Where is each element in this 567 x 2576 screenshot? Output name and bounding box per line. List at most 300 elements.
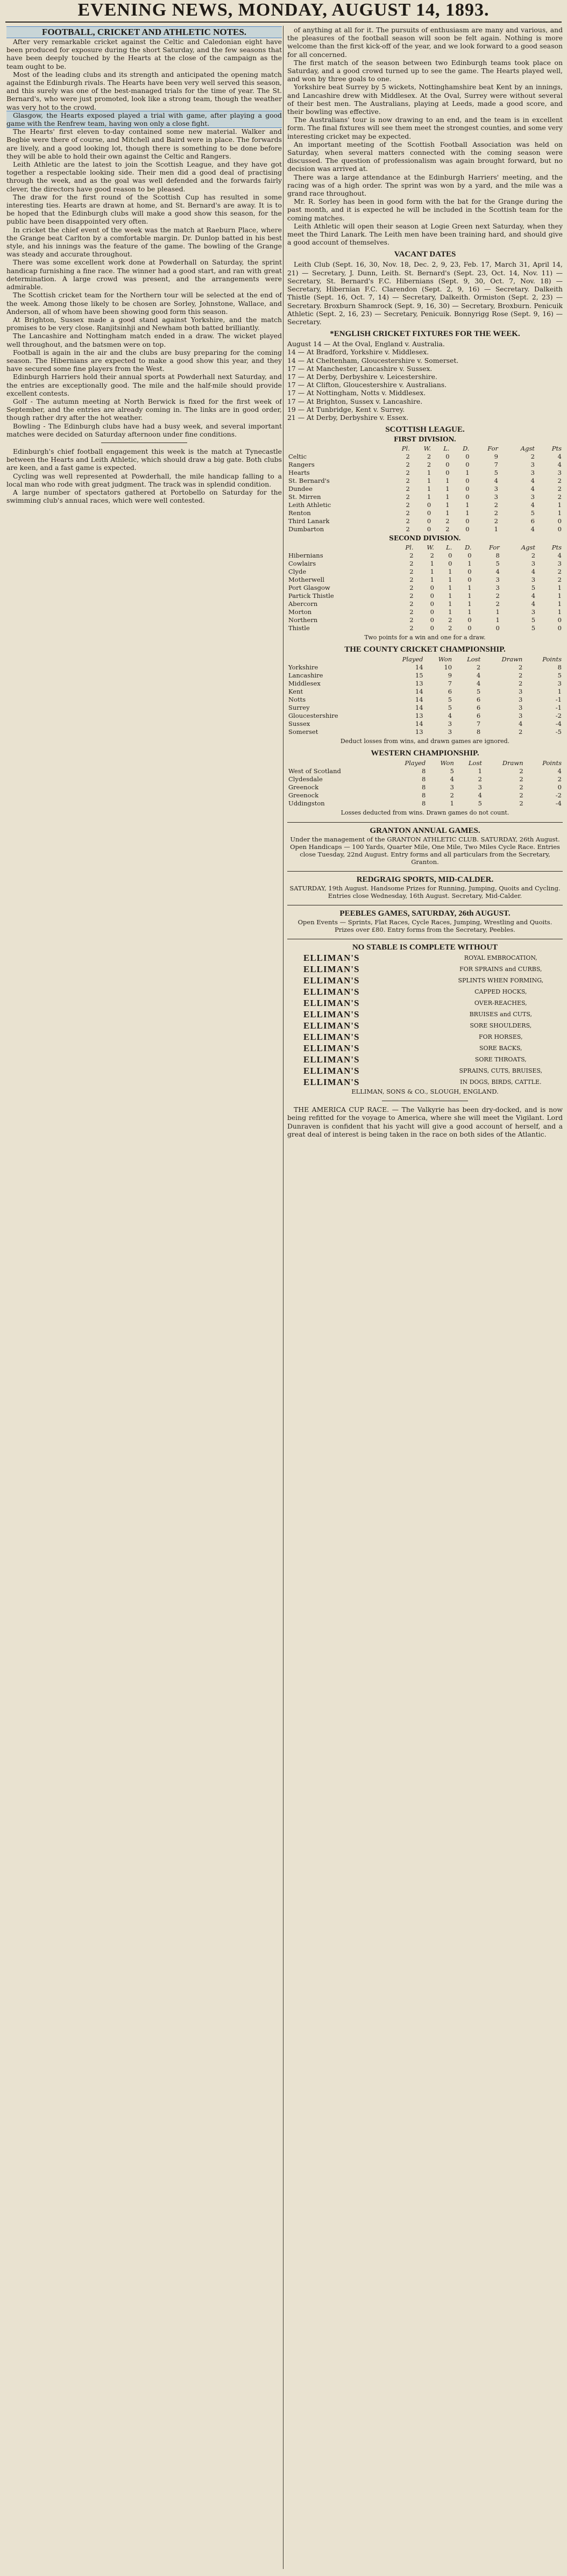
table-cell: 2 (557, 568, 562, 576)
ellimans-claim: SPLINTS WHEN FORMING, (458, 977, 544, 984)
table-header-cell: Drawn (502, 759, 523, 767)
table-cell: Lancashire (288, 672, 323, 680)
table-header-cell: Won (440, 759, 454, 767)
table-cell: 4 (531, 568, 536, 576)
fixture-item: 17 — At Derby, Derbyshire v. Leicestershire. (287, 372, 437, 381)
table-cell: 4 (557, 461, 562, 469)
ellimans-name: ELLIMAN'S (303, 1021, 360, 1031)
table-cell: 2 (409, 552, 414, 560)
advert-text: Under the management of the GRANTON ATHLETIC CLUB. SATURDAY, 26th August. Open Handicaps — 100 Yards, Quarter Mile, One Mile, Two Miles Cycle Race. Entries close Tuesday, 22nd August. Entry forms and all particulars from the Secretary, Granton. (290, 836, 560, 866)
ellimans-name: ELLIMAN'S (303, 1054, 360, 1065)
table-cell: 2 (445, 517, 450, 525)
table-header-row (287, 759, 563, 767)
table-cell: -5 (555, 728, 562, 736)
table-cell: 3 (519, 688, 523, 696)
ellimans-advert (287, 939, 563, 1095)
western-row (287, 791, 563, 800)
county-row (287, 680, 563, 688)
table-cell: 1 (445, 509, 450, 517)
article-paragraph: The draw for the first round of the Scottish Cup has resulted in some interesting ties. Hearts are drawn at home, and St. Bernard's are away. It is to be hoped that the Edinburgh clubs will make a good show this season, for the public have been disappointed very often. (6, 192, 282, 226)
league-row (287, 469, 563, 477)
league-row (287, 568, 563, 576)
table-cell: -2 (555, 791, 562, 800)
ellimans-name: ELLIMAN'S (303, 964, 360, 975)
table-cell: 8 (476, 728, 481, 736)
table-cell: 3 (495, 584, 500, 592)
article-paragraph: Bowling - The Edinburgh clubs have had a busy week, and several important matches were decided on Saturday afternoon under fine conditions. (6, 422, 282, 438)
table-header-cell: Played (402, 655, 423, 663)
ellimans-claim: SPRAINS, CUTS, BRUISES, (459, 1067, 543, 1075)
table-cell: 0 (430, 600, 434, 608)
table-header-cell (287, 759, 385, 767)
league-row (287, 493, 563, 501)
table-cell: 2 (406, 501, 410, 509)
table-cell: Kent (288, 688, 303, 696)
table-cell: 2 (519, 767, 523, 775)
table-header-cell: L. (446, 544, 452, 552)
table-header-cell: L. (443, 445, 450, 453)
table-cell: 1 (557, 592, 562, 600)
table-cell: Renton (288, 509, 311, 517)
table-cell: 1 (448, 608, 452, 616)
table-cell: 13 (415, 712, 423, 720)
county-row (287, 704, 563, 712)
table-cell: 2 (519, 791, 523, 800)
second-division-label: SECOND DIVISION. (389, 534, 461, 543)
table-cell: 0 (467, 568, 472, 576)
table-header-cell: Lost (468, 759, 482, 767)
table-cell: 1 (467, 584, 472, 592)
county-row (287, 696, 563, 704)
vacant-dates-text: Leith Club (Sept. 16, 30, Nov. 18, Dec. 2, 9, 23, Feb. 17, March 31, April 14, 21) — Secretary, J. Dunn, Leith. St. Bernard's (Sept. 23, Oct. 14, Nov. 11) — Secretary, St. Bernard's F.C. Hibernians (Sept. 9, 30, Oct. 7, Nov. 18) — Secretary, Hibernian F.C. Clarendon (Sept. 2, 9, 16) — Secretary. Dalkeith Thistle (Sept. 16, Oct. 7, 14) — Secretary, Dalkeith. Ormiston (Sept. 2, 23) — Secretary. Broxburn Shamrock (Sept. 9, 16, 30) — Secretary, Broxburn. Penicuik Athletic (Sept. 2, 16, 23) — Secretary, Penicuik. Bonnyrigg Rose (Sept. 9, 16) — Secretary. (287, 260, 563, 326)
table-cell: 2 (476, 663, 481, 672)
ellimans-claim: FOR HORSES, (479, 1033, 523, 1041)
table-cell: 3 (494, 485, 498, 493)
county-row (287, 688, 563, 696)
table-cell: 0 (467, 624, 472, 632)
table-cell: 1 (445, 477, 450, 485)
table-cell: 0 (427, 501, 431, 509)
table-cell: 4 (531, 592, 536, 600)
fixture-item: August 14 — At the Oval, England v. Australia. (287, 340, 445, 348)
league-row (287, 501, 563, 509)
table-header-cell: D. (463, 445, 470, 453)
table-cell: 9 (448, 672, 452, 680)
table-header-cell: W. (427, 544, 434, 552)
table-cell: Northern (288, 616, 318, 624)
table-cell: 2 (531, 552, 536, 560)
table-header-cell: Lost (467, 655, 481, 663)
table-cell: 2 (406, 469, 410, 477)
table-cell: 1 (495, 608, 500, 616)
table-cell: 0 (557, 616, 562, 624)
table-cell: 3 (531, 608, 536, 616)
table-cell: 1 (495, 616, 500, 624)
table-cell: 4 (476, 680, 481, 688)
table-header-row (287, 655, 563, 663)
right-column (287, 26, 563, 2569)
table-header-cell: For (487, 445, 498, 453)
table-cell: 1 (467, 608, 472, 616)
table-cell: 2 (519, 672, 523, 680)
league-row (287, 616, 563, 624)
table-header-cell (287, 655, 382, 663)
league-row (287, 608, 563, 616)
ellimans-claim: SORE SHOULDERS, (470, 1022, 532, 1030)
ellimans-name: ELLIMAN'S (303, 1043, 360, 1054)
table-cell: Middlesex (288, 680, 321, 688)
league-first-division-table (287, 445, 563, 533)
table-cell: 1 (445, 493, 450, 501)
right-article-paragraph: Leith Athletic will open their season at Logie Green next Saturday, when they meet the Third Lanark. The Leith men have been training hard, and should give a good account of themselves. (287, 222, 563, 247)
league-row (287, 517, 563, 525)
table-cell: 0 (465, 477, 470, 485)
article-paragraph: Edinburgh Harriers hold their annual sports at Powderhall next Saturday, and the entries are exceptionally good. The mile and the half-mile should provide excellent contests. (6, 373, 282, 397)
table-cell: 14 (415, 720, 423, 728)
table-cell: 2 (409, 568, 414, 576)
article-paragraph: Leith Athletic are the latest to join the Scottish League, and they have got together a respectable looking side. Their men did a good deal of practising through the week, and as the goal was well defended and the forwards fairly clever, the directors have good reason to be pleased. (6, 160, 282, 193)
league-title: SCOTTISH LEAGUE. (385, 425, 465, 434)
table-cell: 6 (476, 712, 481, 720)
table-cell: 0 (445, 453, 450, 461)
table-cell: 3 (519, 696, 523, 704)
ellimans-claim: CAPPED HOCKS, (474, 988, 527, 996)
right-article-paragraph: There was a large attendance at the Edinburgh Harriers' meeting, and the racing was of a high order. The sprint was won by a yard, and the mile was a grand race throughout. (287, 173, 563, 198)
table-cell: 2 (519, 680, 523, 688)
table-cell: 0 (557, 517, 562, 525)
table-cell: 8 (557, 663, 562, 672)
closing-paragraph: THE AMERICA CUP RACE. — The Valkyrie has been dry-docked, and is now being refitted for the voyage to America, where she will meet the Vigilant. Lord Dunraven is confident that his yacht will give a good account of herself, and a great deal of interest is being taken in the race on both sides of the Atlantic. (287, 1105, 563, 1138)
ellimans-claim: OVER-REACHES, (474, 1000, 527, 1007)
first-division-label: FIRST DIVISION. (394, 436, 456, 444)
table-cell: 2 (430, 552, 434, 560)
table-cell: Abercorn (288, 600, 318, 608)
table-cell: 0 (430, 608, 434, 616)
table-cell: 3 (531, 560, 536, 568)
table-cell: 1 (465, 501, 470, 509)
table-cell: 1 (465, 469, 470, 477)
table-cell: 0 (467, 552, 472, 560)
table-cell: 3 (448, 720, 452, 728)
table-header-row (287, 544, 563, 552)
ellimans-footer: ELLIMAN, SONS & CO., SLOUGH, ENGLAND. (351, 1088, 499, 1096)
table-cell: 2 (409, 600, 414, 608)
table-cell: 4 (530, 525, 535, 533)
league-row (287, 584, 563, 592)
table-cell: 14 (415, 696, 423, 704)
article-paragraph: There was some excellent work done at Powderhall on Saturday, the sprint handicap furnishing a fine race. The winner had a good start, and ran with great determination. A large crowd was present, and the arrangements were admirable. (6, 258, 282, 291)
table-cell: Morton (288, 608, 312, 616)
table-header-cell: Agst (521, 544, 536, 552)
fixture-item: 14 — At Cheltenham, Gloucestershire v. Somerset. (287, 356, 459, 365)
table-cell: Celtic (288, 453, 307, 461)
table-cell: 4 (450, 775, 454, 783)
table-cell: 1 (427, 485, 431, 493)
table-cell: 0 (427, 509, 431, 517)
county-title: THE COUNTY CRICKET CHAMPIONSHIP. (344, 645, 506, 654)
table-cell: 14 (415, 663, 423, 672)
table-cell: 0 (467, 616, 472, 624)
table-cell: Dumbarton (288, 525, 324, 533)
table-cell: West of Scotland (288, 767, 341, 775)
table-cell: 4 (530, 501, 535, 509)
league-row (287, 576, 563, 584)
right-article-paragraph: of anything at all for it. The pursuits of enthusiasm are many and various, and the pleasures of the football season will soon be felt again. Nothing is more welcome than the first kick-off of the year, and we look forward to a good season for all concerned. (287, 26, 563, 59)
ellimans-name: ELLIMAN'S (303, 1032, 360, 1043)
table-cell: 2 (406, 509, 410, 517)
table-cell: 3 (495, 576, 500, 584)
league-second-division-table (287, 544, 563, 632)
highlighted-passage: Glasgow, the Hearts exposed played a trial with game, after playing a good game with the Renfrew team, having won only a close fight. (6, 111, 282, 128)
table-cell: 5 (478, 800, 482, 808)
ellimans-name: ELLIMAN'S (303, 953, 360, 964)
table-cell: 7 (494, 461, 498, 469)
left-column (6, 26, 282, 2569)
table-header-cell: Points (542, 655, 562, 663)
ellimans-name: ELLIMAN'S (303, 998, 360, 1009)
table-cell: -1 (555, 696, 562, 704)
article-paragraph: Cycling was well represented at Powderhall, the mile handicap falling to a local man who rode with great judgment. The track was in splendid condition. (6, 472, 282, 488)
table-cell: 1 (427, 469, 431, 477)
table-cell: 2 (406, 485, 410, 493)
table-cell: 3 (530, 461, 535, 469)
fixture-item: 17 — At Clifton, Gloucestershire v. Australians. (287, 381, 447, 389)
table-cell: 4 (495, 568, 500, 576)
table-header-cell (287, 544, 392, 552)
table-cell: 4 (557, 767, 562, 775)
table-cell: 2 (409, 576, 414, 584)
table-cell: 0 (465, 453, 470, 461)
western-title: WESTERN CHAMPIONSHIP. (371, 749, 479, 758)
table-cell: 3 (494, 493, 498, 501)
table-cell: 1 (450, 800, 454, 808)
table-header-cell: Agst (520, 445, 535, 453)
table-cell: -2 (555, 712, 562, 720)
table-cell: 0 (465, 461, 470, 469)
fixture-item: 17 — At Brighton, Sussex v. Lancashire. (287, 397, 423, 405)
table-cell: Third Lanark (288, 517, 330, 525)
table-cell: 3 (519, 712, 523, 720)
table-cell: 4 (478, 791, 482, 800)
county-row (287, 672, 563, 680)
county-row (287, 712, 563, 720)
table-cell: 0 (430, 616, 434, 624)
western-row (287, 767, 563, 775)
table-cell: 1 (494, 525, 498, 533)
table-cell: 2 (450, 791, 454, 800)
table-cell: 2 (494, 509, 498, 517)
table-header-cell (287, 445, 388, 453)
table-cell: 6 (530, 517, 535, 525)
article-paragraph: In cricket the chief event of the week was the match at Raeburn Place, where the Grange beat Carlton by a comfortable margin. Dr. Dunlop batted in his best style, and his innings was the feature of the game. The bowling of the Grange was steady and accurate throughout. (6, 225, 282, 259)
table-cell: 8 (421, 775, 426, 783)
table-cell: 5 (448, 696, 452, 704)
column-divider (283, 26, 284, 2569)
right-article-paragraph: The first match of the season between two Edinburgh teams took place on Saturday, and a good crowd turned up to see the game. The Hearts played well, and won by three goals to one. (287, 58, 563, 83)
table-cell: 0 (427, 517, 431, 525)
table-header-cell: Pl. (405, 544, 414, 552)
fixture-item: 21 — At Derby, Derbyshire v. Essex. (287, 413, 409, 422)
western-row (287, 783, 563, 791)
table-cell: 0 (465, 485, 470, 493)
table-cell: 5 (530, 509, 535, 517)
table-cell: 0 (430, 592, 434, 600)
table-cell: 8 (495, 552, 500, 560)
advert-title: REDGRAIG SPORTS, MID-CALDER. (356, 875, 494, 884)
table-cell: 2 (530, 453, 535, 461)
table-cell: 13 (415, 680, 423, 688)
table-cell: 2 (557, 576, 562, 584)
table-cell: 1 (427, 493, 431, 501)
ellimans-name: ELLIMAN'S (303, 1009, 360, 1020)
table-cell: 5 (448, 704, 452, 712)
table-cell: 8 (421, 791, 426, 800)
table-cell: 2 (494, 501, 498, 509)
table-cell: 4 (531, 600, 536, 608)
table-cell: 0 (427, 525, 431, 533)
right-article-paragraph: Yorkshire beat Surrey by 5 wickets, Nottinghamshire beat Kent by an innings, and Lancashire drew with Middlesex. At the Oval, Surrey were without several of their best men. The Australians, playing at Leeds, made a good score, and their bowling was effective. (287, 83, 563, 116)
table-cell: 1 (465, 509, 470, 517)
article-paragraph: Most of the leading clubs and its strength and anticipated the opening match against the Edinburgh rivals. The Hearts have been very well served this season, and this surely was one of the best-managed trials for the time of year. The St. Bernard's, who were just promoted, look like a strong team, though the weather was very hot to the crowd. (6, 70, 282, 111)
right-article-paragraph: The Australians' tour is now drawing to an end, and the team is in excellent form. The final fixtures will see them meet the strongest counties, and some very interesting cricket may be expected. (287, 116, 563, 140)
table-cell: 2 (495, 600, 500, 608)
table-cell: -1 (555, 704, 562, 712)
article-paragraph: Football is again in the air and the clubs are busy preparing for the coming season. The Hibernians are expected to make a good show this year, and they have secured some fine players from the West. (6, 348, 282, 373)
county-row (287, 728, 563, 736)
table-cell: 0 (465, 525, 470, 533)
table-cell: 6 (448, 688, 452, 696)
table-cell: 1 (478, 767, 482, 775)
table-cell: 3 (448, 728, 452, 736)
table-cell: 2 (445, 525, 450, 533)
table-cell: 1 (430, 560, 434, 568)
table-cell: 0 (430, 624, 434, 632)
table-cell: 1 (557, 509, 562, 517)
table-cell: St. Bernard's (288, 477, 330, 485)
table-cell: 0 (557, 783, 562, 791)
table-cell: 0 (557, 624, 562, 632)
table-cell: 7 (476, 720, 481, 728)
table-cell: 2 (409, 560, 414, 568)
article-headline: FOOTBALL, CRICKET AND ATHLETIC NOTES. (6, 27, 282, 38)
right-article-paragraph: Mr. R. Sorley has been in good form with the bat for the Grange during the past month, and it is expected he will be included in the Scottish team for the coming matches. (287, 197, 563, 222)
table-cell: 7 (448, 680, 452, 688)
table-cell: 1 (448, 568, 452, 576)
league-row (287, 477, 563, 485)
western-note: Losses deducted from wins. Drawn games do not count. (341, 809, 509, 817)
table-header-cell: Pts (551, 445, 562, 453)
table-cell: 0 (448, 552, 452, 560)
western-row (287, 800, 563, 808)
league-row (287, 525, 563, 533)
table-cell: 0 (445, 461, 450, 469)
ellimans-claim: SORE BACKS, (479, 1045, 522, 1052)
ellimans-name: ELLIMAN'S (303, 987, 360, 997)
table-header-cell: Played (405, 759, 426, 767)
table-cell: Motherwell (288, 576, 325, 584)
article-paragraph: The Scottish cricket team for the Northern tour will be selected at the end of the week. Among those likely to be chosen are Sorley, Johnstone, Wallace, and Anderson, all of whom have been showing good form this season. (6, 291, 282, 316)
article-paragraph: The Hearts' first eleven to-day contained some new material. Walker and Begbie were there of course, and Mitchell and Baird were in place. The forwards are lively, and a good looking lot, though there is something to be done before they will be able to hold their own against the Celtic and Rangers. (6, 127, 282, 160)
advert-text: SATURDAY, 19th August. Handsome Prizes for Running, Jumping, Quoits and Cycling. Entries close Wednesday, 16th August. Secretary, Mid-Calder. (289, 884, 561, 900)
table-cell: 2 (427, 461, 431, 469)
ellimans-name: ELLIMAN'S (303, 1066, 360, 1076)
table-cell: 1 (467, 560, 472, 568)
league-row (287, 552, 563, 560)
table-cell: Uddingston (288, 800, 325, 808)
table-cell: 1 (557, 608, 562, 616)
fixture-item: 17 — At Nottingham, Notts v. Middlesex. (287, 389, 426, 397)
advertisements (287, 822, 563, 933)
table-cell: 2 (519, 728, 523, 736)
league-note: Two points for a win and one for a draw. (364, 634, 486, 641)
table-cell: 8 (421, 783, 426, 791)
table-cell: 5 (557, 672, 562, 680)
table-cell: 2 (557, 477, 562, 485)
ellimans-claim: BRUISES and CUTS, (469, 1011, 533, 1018)
league-row (287, 560, 563, 568)
ellimans-name: ELLIMAN'S (303, 975, 360, 986)
table-cell: 2 (519, 783, 523, 791)
table-cell: Hibernians (288, 552, 323, 560)
ellimans-header: NO STABLE IS COMPLETE WITHOUT (352, 943, 498, 952)
table-cell: 4 (448, 712, 452, 720)
league-row (287, 453, 563, 461)
table-cell: -4 (555, 800, 562, 808)
table-cell: 1 (448, 600, 452, 608)
table-cell: 1 (467, 592, 472, 600)
table-cell: Clydesdale (288, 775, 323, 783)
table-cell: Partick Thistle (288, 592, 334, 600)
table-cell: 6 (476, 696, 481, 704)
article-body (6, 127, 282, 438)
table-cell: 2 (427, 453, 431, 461)
table-cell: 5 (450, 767, 454, 775)
table-cell: 1 (445, 501, 450, 509)
ellimans-claim: FOR SPRAINS and CURBS, (459, 966, 542, 973)
table-cell: 2 (406, 461, 410, 469)
table-cell: Port Glasgow (288, 584, 330, 592)
table-cell: 13 (415, 728, 423, 736)
table-cell: 2 (406, 493, 410, 501)
advert-block (287, 822, 563, 866)
table-cell: 2 (557, 775, 562, 783)
table-cell: 0 (445, 469, 450, 477)
table-cell: Leith Athletic (288, 501, 331, 509)
ellimans-claim: ROYAL EMBROCATION, (464, 954, 537, 962)
table-header-cell: Pl. (401, 445, 410, 453)
ellimans-name: ELLIMAN'S (303, 1077, 360, 1088)
table-header-cell: For (489, 544, 500, 552)
table-cell: 3 (530, 493, 535, 501)
table-cell: 2 (448, 616, 452, 624)
table-header-cell: D. (465, 544, 472, 552)
table-header-cell: Points (542, 759, 562, 767)
table-cell: 3 (557, 560, 562, 568)
league-row (287, 600, 563, 608)
table-cell: 3 (450, 783, 454, 791)
table-cell: 6 (476, 704, 481, 712)
table-cell: 14 (415, 704, 423, 712)
table-cell: 0 (465, 517, 470, 525)
table-cell: 1 (557, 501, 562, 509)
table-cell: 15 (415, 672, 423, 680)
table-cell: 8 (421, 767, 426, 775)
league-row (287, 461, 563, 469)
table-cell: 2 (406, 525, 410, 533)
table-header-row (287, 445, 563, 453)
table-cell: 1 (445, 485, 450, 493)
ellimans-claim: IN DOGS, BIRDS, CATTLE. (460, 1079, 542, 1086)
